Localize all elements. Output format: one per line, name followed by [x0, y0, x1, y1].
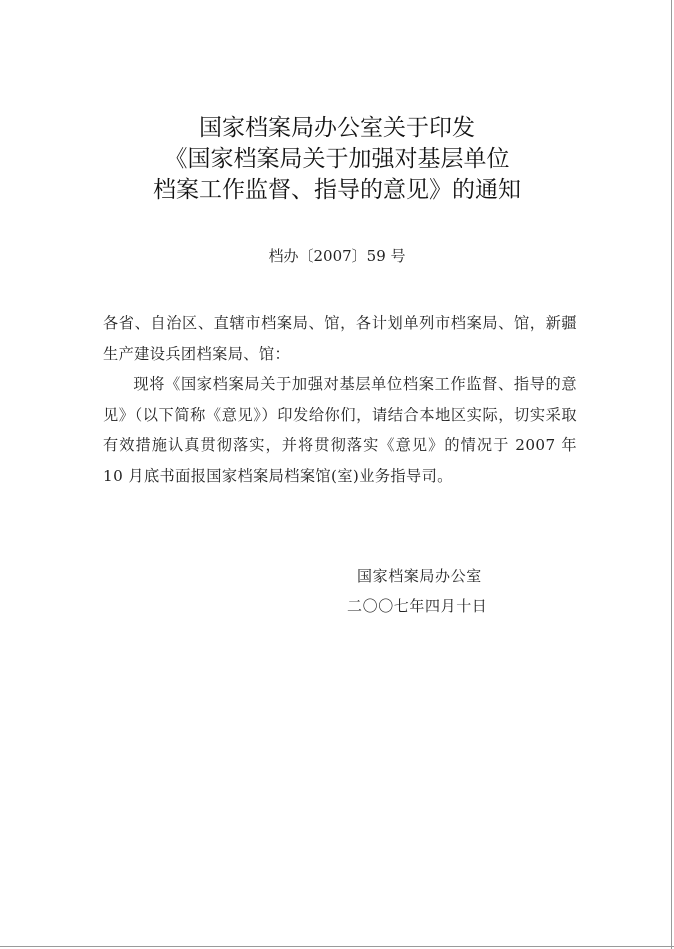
main-paragraph: 现将《国家档案局关于加强对基层单位档案工作监督、指导的意见》（以下简称《意见》）印发给你们，请结合本地区实际，切实采取有效措施认真贯彻落实，并将贯彻落实《意见》的情况于 2007 年 10 月底书面报国家档案局档案馆(室)业务指导司。 [103, 375, 577, 485]
title-line-2: 《国家档案局关于加强对基层单位 [164, 146, 510, 172]
signature-block [347, 561, 537, 621]
title-line-1: 国家档案局办公室关于印发 [199, 115, 475, 141]
document-title [0, 113, 674, 206]
document-body [103, 308, 577, 491]
document-number: 档办〔2007〕59 号 [268, 247, 406, 265]
salutation: 各省、自治区、直辖市档案局、馆，各计划单列市档案局、馆，新疆生产建设兵团档案局、馆： [103, 314, 577, 363]
page-edge-bottom [0, 946, 674, 947]
title-line-3: 档案工作监督、指导的意见》的通知 [153, 177, 521, 203]
signature-date: 二〇〇七年四月十日 [347, 597, 488, 615]
signature-organization: 国家档案局办公室 [357, 567, 482, 585]
